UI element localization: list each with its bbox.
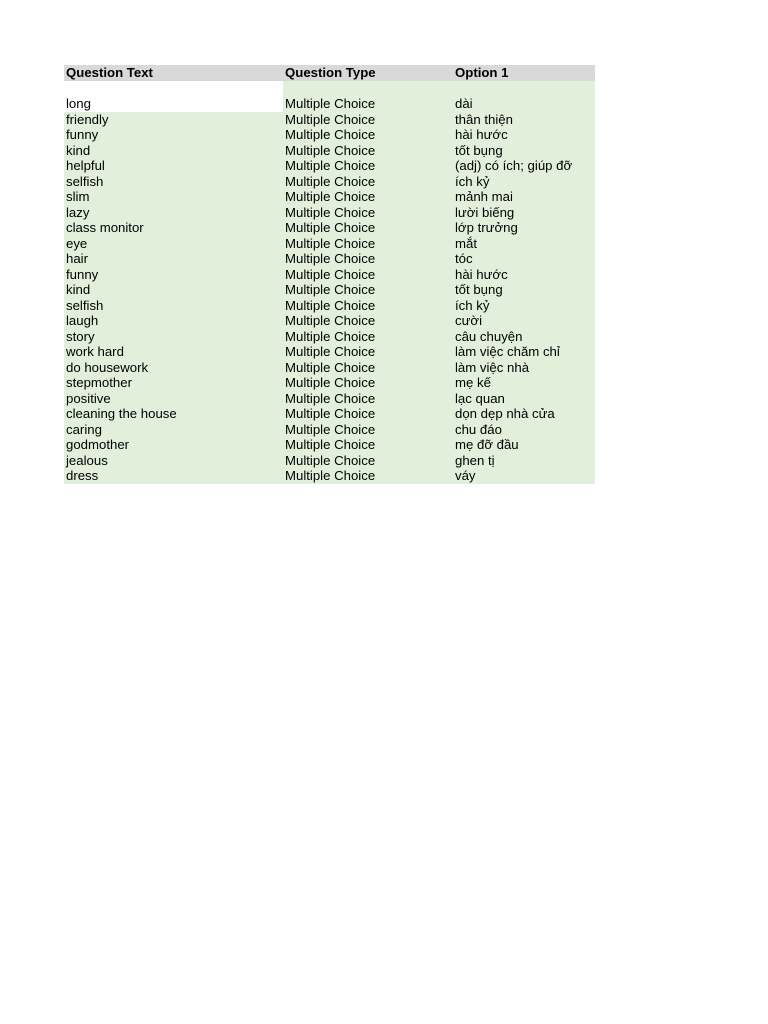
question-type-cell[interactable]: Multiple Choice bbox=[283, 422, 453, 438]
table-row bbox=[64, 329, 595, 345]
option-1-cell[interactable]: lười biếng bbox=[453, 205, 595, 221]
option-1-cell[interactable]: (adj) có ích; giúp đỡ bbox=[453, 158, 595, 174]
blank-row bbox=[64, 81, 595, 97]
question-type-cell[interactable]: Multiple Choice bbox=[283, 329, 453, 345]
table-row bbox=[64, 344, 595, 360]
question-text-cell[interactable]: work hard bbox=[64, 344, 283, 360]
question-type-cell[interactable]: Multiple Choice bbox=[283, 127, 453, 143]
question-text-cell[interactable]: friendly bbox=[64, 112, 283, 128]
option-1-cell[interactable]: ghen tị bbox=[453, 453, 595, 469]
table-row bbox=[64, 422, 595, 438]
table-row bbox=[64, 437, 595, 453]
option-1-cell[interactable]: ích kỷ bbox=[453, 298, 595, 314]
option-1-cell[interactable]: cười bbox=[453, 313, 595, 329]
question-text-cell[interactable]: long bbox=[64, 96, 283, 112]
question-type-cell[interactable]: Multiple Choice bbox=[283, 205, 453, 221]
table-row bbox=[64, 236, 595, 252]
table-row bbox=[64, 189, 595, 205]
header-row bbox=[64, 65, 595, 81]
question-type-cell[interactable]: Multiple Choice bbox=[283, 158, 453, 174]
question-type-cell[interactable]: Multiple Choice bbox=[283, 468, 453, 484]
blank-cell[interactable] bbox=[64, 81, 283, 97]
table-row bbox=[64, 220, 595, 236]
option-1-cell[interactable]: váy bbox=[453, 468, 595, 484]
option-1-cell[interactable]: mẹ đỡ đầu bbox=[453, 437, 595, 453]
option-1-cell[interactable]: mảnh mai bbox=[453, 189, 595, 205]
question-type-cell[interactable]: Multiple Choice bbox=[283, 282, 453, 298]
table-row bbox=[64, 127, 595, 143]
option-1-cell[interactable]: làm việc nhà bbox=[453, 360, 595, 376]
question-text-cell[interactable]: kind bbox=[64, 282, 283, 298]
question-type-cell[interactable]: Multiple Choice bbox=[283, 375, 453, 391]
table-row bbox=[64, 174, 595, 190]
blank-cell[interactable] bbox=[283, 81, 453, 97]
header-question-type[interactable]: Question Type bbox=[283, 65, 453, 81]
option-1-cell[interactable]: mẹ kế bbox=[453, 375, 595, 391]
question-type-cell[interactable]: Multiple Choice bbox=[283, 251, 453, 267]
question-type-cell[interactable]: Multiple Choice bbox=[283, 189, 453, 205]
question-type-cell[interactable]: Multiple Choice bbox=[283, 437, 453, 453]
table-row bbox=[64, 112, 595, 128]
header-question-text[interactable]: Question Text bbox=[64, 65, 283, 81]
question-type-cell[interactable]: Multiple Choice bbox=[283, 453, 453, 469]
option-1-cell[interactable]: làm việc chăm chỉ bbox=[453, 344, 595, 360]
question-text-cell[interactable]: godmother bbox=[64, 437, 283, 453]
question-type-cell[interactable]: Multiple Choice bbox=[283, 267, 453, 283]
option-1-cell[interactable]: tốt bụng bbox=[453, 143, 595, 159]
blank-cell[interactable] bbox=[453, 81, 595, 97]
question-text-cell[interactable]: lazy bbox=[64, 205, 283, 221]
table-row bbox=[64, 251, 595, 267]
question-type-cell[interactable]: Multiple Choice bbox=[283, 174, 453, 190]
question-text-cell[interactable]: dress bbox=[64, 468, 283, 484]
question-text-cell[interactable]: eye bbox=[64, 236, 283, 252]
table-row bbox=[64, 313, 595, 329]
option-1-cell[interactable]: mắt bbox=[453, 236, 595, 252]
question-type-cell[interactable]: Multiple Choice bbox=[283, 236, 453, 252]
question-text-cell[interactable]: funny bbox=[64, 267, 283, 283]
question-text-cell[interactable]: slim bbox=[64, 189, 283, 205]
table-row bbox=[64, 391, 595, 407]
question-text-cell[interactable]: kind bbox=[64, 143, 283, 159]
option-1-cell[interactable]: dài bbox=[453, 96, 595, 112]
question-type-cell[interactable]: Multiple Choice bbox=[283, 298, 453, 314]
question-type-cell[interactable]: Multiple Choice bbox=[283, 344, 453, 360]
question-text-cell[interactable]: cleaning the house bbox=[64, 406, 283, 422]
question-text-cell[interactable]: selfish bbox=[64, 174, 283, 190]
table-row bbox=[64, 143, 595, 159]
question-text-cell[interactable]: stepmother bbox=[64, 375, 283, 391]
option-1-cell[interactable]: chu đáo bbox=[453, 422, 595, 438]
question-type-cell[interactable]: Multiple Choice bbox=[283, 406, 453, 422]
table-row bbox=[64, 406, 595, 422]
option-1-cell[interactable]: lạc quan bbox=[453, 391, 595, 407]
option-1-cell[interactable]: tốt bụng bbox=[453, 282, 595, 298]
table-row bbox=[64, 205, 595, 221]
question-type-cell[interactable]: Multiple Choice bbox=[283, 313, 453, 329]
table-row bbox=[64, 375, 595, 391]
table-row bbox=[64, 282, 595, 298]
option-1-cell[interactable]: lớp trưởng bbox=[453, 220, 595, 236]
option-1-cell[interactable]: ích kỷ bbox=[453, 174, 595, 190]
question-text-cell[interactable]: do housework bbox=[64, 360, 283, 376]
question-text-cell[interactable]: funny bbox=[64, 127, 283, 143]
question-type-cell[interactable]: Multiple Choice bbox=[283, 391, 453, 407]
question-type-cell[interactable]: Multiple Choice bbox=[283, 220, 453, 236]
question-text-cell[interactable]: positive bbox=[64, 391, 283, 407]
table-row bbox=[64, 453, 595, 469]
table-row bbox=[64, 158, 595, 174]
question-text-cell[interactable]: jealous bbox=[64, 453, 283, 469]
question-type-cell[interactable]: Multiple Choice bbox=[283, 112, 453, 128]
table-row bbox=[64, 267, 595, 283]
question-text-cell[interactable]: story bbox=[64, 329, 283, 345]
question-text-cell[interactable]: laugh bbox=[64, 313, 283, 329]
question-text-cell[interactable]: hair bbox=[64, 251, 283, 267]
table-row bbox=[64, 96, 595, 112]
question-type-cell[interactable]: Multiple Choice bbox=[283, 143, 453, 159]
question-text-cell[interactable]: caring bbox=[64, 422, 283, 438]
question-text-cell[interactable]: helpful bbox=[64, 158, 283, 174]
table-row bbox=[64, 298, 595, 314]
data-rows bbox=[64, 96, 595, 484]
option-1-cell[interactable]: hài hước bbox=[453, 127, 595, 143]
option-1-cell[interactable]: câu chuyện bbox=[453, 329, 595, 345]
option-1-cell[interactable]: hài hước bbox=[453, 267, 595, 283]
table-row bbox=[64, 468, 595, 484]
option-1-cell[interactable]: thân thiện bbox=[453, 112, 595, 128]
question-text-cell[interactable]: class monitor bbox=[64, 220, 283, 236]
question-type-cell[interactable]: Multiple Choice bbox=[283, 360, 453, 376]
question-type-cell[interactable]: Multiple Choice bbox=[283, 96, 453, 112]
option-1-cell[interactable]: dọn dẹp nhà cửa bbox=[453, 406, 595, 422]
option-1-cell[interactable]: tóc bbox=[453, 251, 595, 267]
question-text-cell[interactable]: selfish bbox=[64, 298, 283, 314]
table-row bbox=[64, 360, 595, 376]
spreadsheet-table bbox=[64, 65, 595, 484]
header-option-1[interactable]: Option 1 bbox=[453, 65, 595, 81]
